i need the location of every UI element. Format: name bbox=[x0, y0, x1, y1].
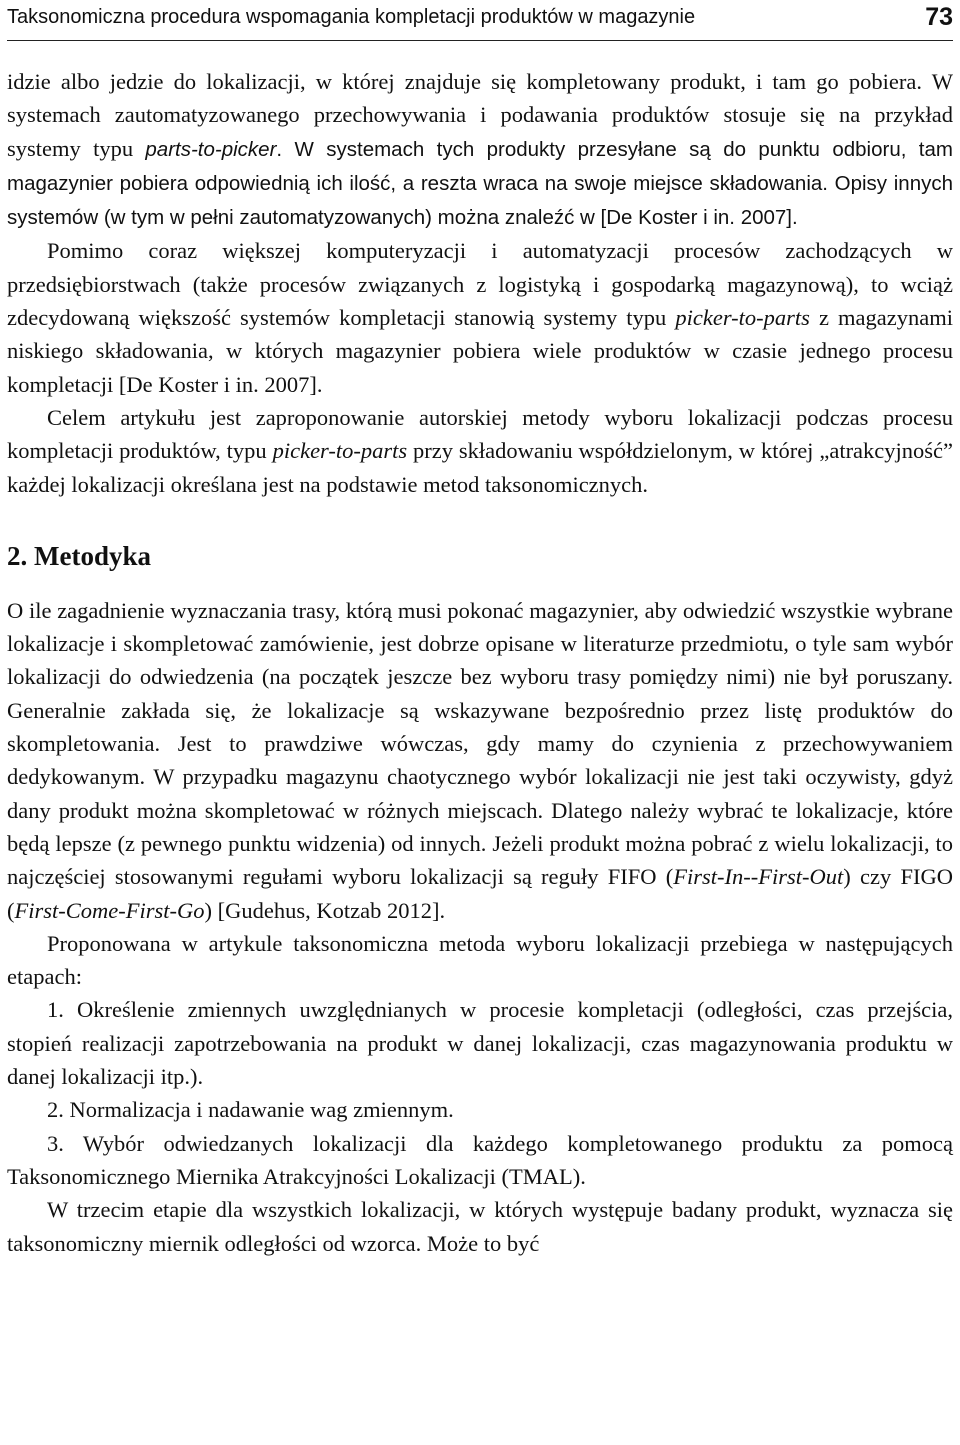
paragraph: W trzecim etapie dla wszystkich lokalizacji, w których występuje badany produkt, wyznacza się taksonomiczny miernik odległości od wzorca. Może to być bbox=[7, 1197, 953, 1256]
list-item: 2. Normalizacja i nadawanie wag zmiennym. bbox=[47, 1097, 454, 1123]
italic-term: picker-to-parts bbox=[675, 305, 810, 331]
running-title: Taksonomiczna procedura wspomagania kompletacji produktów w magazynie bbox=[7, 6, 696, 28]
paragraph-text: Pomimo coraz większej komputeryzacji i automatyzacji procesów zachodzących w przedsiębiorstwach (także procesów związanych z logistyką i gospodarką magazynową), to wciąż zdecydowaną większość systemów kompletacji stanowią systemy typu bbox=[7, 238, 953, 331]
paragraph bbox=[7, 401, 953, 501]
paragraph-text: Celem artykułu jest zaproponowanie autorskiej metody wyboru lokalizacji podczas procesu kompletacji produktów, typu bbox=[7, 404, 953, 464]
paragraph bbox=[7, 65, 953, 234]
page-number: 73 bbox=[925, 3, 953, 31]
paragraph: Proponowana w artykule taksonomiczna metoda wyboru lokalizacji przebiega w następujących etapach: bbox=[7, 930, 953, 990]
paragraph-text: przy składowaniu współdzielonym, w której „atrakcyjność” każdej lokalizacji określana jest na podstawie metod taksonomicznych. bbox=[7, 438, 954, 497]
italic-term: First-Come-First-Go bbox=[14, 897, 205, 923]
paragraph-text: idzie albo jedzie do lokalizacji, w której znajduje się kompletowany produkt, i tam go pobiera. W systemach zautomatyzowanego przechowywania i podawania produktów stosuje się na przykład systemy typu bbox=[7, 69, 953, 161]
italic-term: picker-to-parts bbox=[272, 438, 408, 464]
paragraph-text: z magazynami niskiego składowania, w których magazynier pobiera wiele produktów w czasie jednego procesu kompletacji [De Koster i in. 2007]. bbox=[7, 305, 953, 397]
running-header bbox=[7, 2, 953, 41]
italic-term: First-In--First-Out bbox=[673, 864, 844, 890]
document-page bbox=[7, 0, 953, 1260]
paragraph bbox=[7, 234, 953, 400]
italic-term: parts-to-picker bbox=[145, 137, 277, 161]
document-body bbox=[7, 65, 953, 1260]
paragraph-text: ) czy FIGO ( bbox=[7, 864, 953, 923]
list-item: 1. Określenie zmiennych uwzględnianych w procesie kompletacji (odległości, czas przejścia, stopień realizacji zapotrzebowania na produkt w danej lokalizacji, czas magazynowania produktu w danej lokalizacji itp.). bbox=[7, 997, 953, 1090]
paragraph bbox=[7, 594, 953, 927]
list-item: 3. Wybór odwiedzanych lokalizacji dla każdego kompletowanego produktu za pomocą Taksonomicznego Miernika Atrakcyjności Lokalizacji (TMAL). bbox=[7, 1130, 953, 1189]
paragraph-text: . W systemach tych produkty przesyłane są do punktu odbioru, tam magazynier pobiera odpowiednią ich ilość, a reszta wraca na swoje miejsce składowania. Opisy innych systemów (w tym w pełni zautomatyzowanych) można znaleźć w [De Koster i in. 2007]. bbox=[7, 137, 953, 230]
section-heading: 2. Metodyka bbox=[7, 540, 151, 571]
paragraph-text: O ile zagadnienie wyznaczania trasy, którą musi pokonać magazynier, aby odwiedzić wszystkie wybrane lokalizacje i skompletować zamówienie, jest dobrze opisane w literaturze przedmiotu, o tyle sam wybór lokalizacji do odwiedzenia (na początek jeszcze bez wyboru trasy pomiędzy nimi) nie był poruszany. Generalnie zakłada się, że lokalizacje są wskazywane bezpośrednio przez listę produktów do skompletowania. Jest to prawdziwe wówczas, gdy mamy do czynienia z przechowywaniem dedykowanym. W przypadku magazynu chaotycznego wybór lokalizacji nie jest taki oczywisty, gdyż dany produkt można skompletować w różnych miejscach. Dlatego należy wybrać te lokalizacje, które będą lepsze (z pewnego punktu widzenia) od innych. Jeżeli produkt można pobrać z wielu lokalizacji, to najczęściej stosowanymi regułami wyboru lokalizacji są reguły FIFO ( bbox=[7, 597, 953, 890]
paragraph-text: ) [Gudehus, Kotzab 2012]. bbox=[204, 897, 446, 923]
